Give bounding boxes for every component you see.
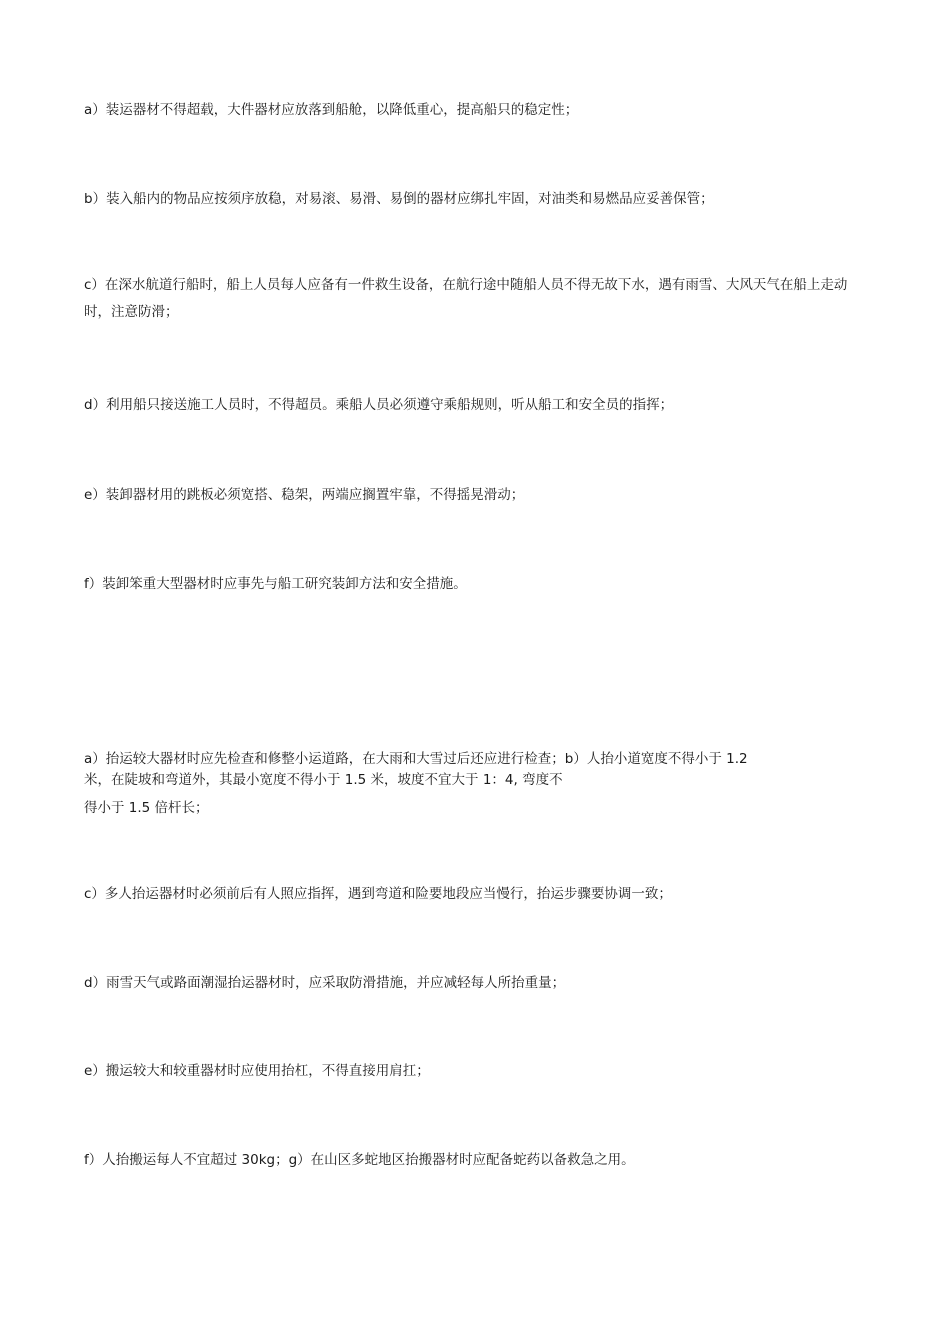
paragraph-ship-e: e）装卸器材用的跳板必须宽搭、稳架，两端应搁置牢靠，不得摇晃滑动；: [84, 487, 525, 503]
paragraph-carry-a-line-3: 得小于 1.5 倍杆长；: [84, 800, 209, 816]
paragraph-carry-d: d）雨雪天气或路面潮湿抬运器材时，应采取防滑措施，并应减轻每人所抬重量；: [84, 975, 566, 991]
paragraph-ship-b: b）装入船内的物品应按须序放稳，对易滚、易滑、易倒的器材应绑扎牢固，对油类和易燃品应妥善保管；: [84, 191, 714, 207]
paragraph-ship-a: a）装运器材不得超载，大件器材应放落到船舱，以降低重心，提高船只的稳定性；: [84, 102, 579, 118]
paragraph-ship-d: d）利用船只接送施工人员时，不得超员。乘船人员必须遵守乘船规则，听从船工和安全员的指挥；: [84, 397, 674, 413]
paragraph-carry-a-line-1: a）抬运较大器材时应先检查和修整小运道路，在大雨和大雪过后还应进行检查；b）人抬小道宽度不得小于 1.2: [84, 751, 748, 767]
paragraph-carry-f: f）人抬搬运每人不宜超过 30kg；g）在山区多蛇地区抬搬器材时应配备蛇药以备救急之用。: [84, 1152, 635, 1168]
paragraph-ship-f: f）装卸笨重大型器材时应事先与船工研究装卸方法和安全措施。: [84, 576, 467, 592]
paragraph-carry-c: c）多人抬运器材时必须前后有人照应指挥，遇到弯道和险要地段应当慢行，抬运步骤要协调一致；: [84, 886, 672, 902]
paragraph-ship-c: c）在深水航道行船时，船上人员每人应备有一件救生设备，在航行途中随船人员不得无故下水，遇有雨雪、大风天气在船上走动时，注意防滑；: [84, 277, 848, 320]
paragraph-carry-e: e）搬运较大和较重器材时应使用抬杠，不得直接用肩扛；: [84, 1063, 430, 1079]
paragraph-carry-a-line-2: 米，在陡坡和弯道外，其最小宽度不得小于 1.5 米，坡度不宜大于 1：4, 弯度不: [84, 772, 563, 788]
paragraph-carry-a: [84, 746, 870, 822]
